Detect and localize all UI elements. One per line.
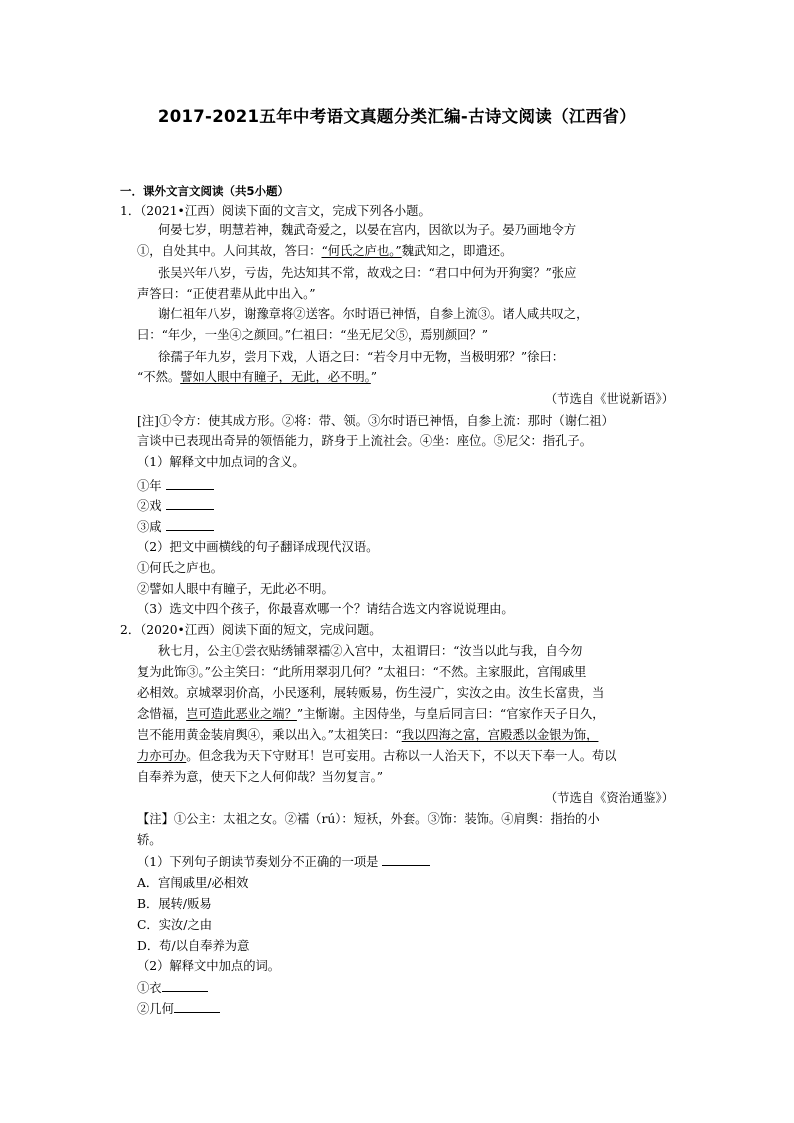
q1-underlined-sentence-2: 譬如人眼中有瞳子，无此，必不明。	[180, 370, 371, 384]
answer-blank[interactable]	[382, 853, 430, 866]
answer-blank[interactable]	[174, 1000, 220, 1013]
q2-sub2: （2）解释文中加点的词。	[137, 959, 281, 973]
answer-blank[interactable]	[166, 497, 214, 510]
q1-para1-text-end: 魏武知之，即遣还。	[401, 244, 513, 258]
q2-passage-line: 复为此饰③。”公主笑曰：“此所用翠羽几何？”太祖曰：“不然。主家服此，宫闱戚里	[137, 665, 587, 679]
answer-blank[interactable]	[166, 518, 214, 531]
q2-text: ”主惭谢。主因侍坐，与皇后同言曰：“官家作天子日久，	[296, 707, 605, 721]
q1-note-line1: [注]①令方：使其成方形。②将：带、领。③尔时语已神悟，自参上流：那时（谢仁祖）	[137, 414, 614, 428]
q1-sub3: （3）选文中四个孩子，你最喜欢哪一个？请结合选文内容说说理由。	[137, 602, 514, 616]
q2-passage-line: 自奉养为意，使天下之人何仰哉？当勿复言。”	[137, 770, 384, 784]
q2-sub2-item-label: ①衣	[137, 981, 162, 995]
q2-text: 念惜福，	[137, 707, 187, 721]
q1-para2-line1: 张吴兴年八岁，亏齿，先达知其不常，故戏之曰：“君口中何为开狗窦？”张应	[158, 266, 577, 280]
q1-para4-line1: 徐孺子年九岁，尝月下戏，人语之曰：“若令月中无物，当极明邪？”徐曰：	[158, 350, 565, 364]
q1-para3-line1: 谢仁祖年八岁，谢豫章将②送客。尔时语已神悟，自参上流③。诸人咸共叹之，	[158, 307, 589, 321]
q2-underlined-sentence-2: 我以四海之富，宫殿悉以金银为饰，	[401, 728, 599, 742]
q1-para1-line2	[137, 243, 512, 259]
q2-sub2-item	[137, 1000, 220, 1017]
q2-underlined-sentence-2-end: 力亦可办	[137, 749, 187, 763]
q2-note-line2: 轿。	[137, 833, 162, 847]
q1-sub1-item	[137, 518, 214, 535]
q1-sub1-item	[137, 477, 214, 494]
q2-text: 岂不能用黄金装肩舆④，乘以出入。”太祖笑曰：“	[137, 728, 402, 742]
q2-sub2-item-label: ②几何	[137, 1002, 174, 1016]
q1-para4-text: “不然。	[137, 370, 181, 384]
q1-underlined-sentence-1: “何氏之庐也。”	[321, 244, 402, 258]
q1-para1-line1: 何晏七岁，明慧若神，魏武奇爱之，以晏在宫内，因欲以为子。晏乃画地令方	[158, 223, 577, 237]
answer-blank[interactable]	[162, 979, 208, 992]
q2-passage-line	[137, 706, 605, 722]
q2-underlined-sentence-1: 岂可造此恶业之端？	[186, 707, 297, 721]
q2-passage-line	[137, 748, 617, 764]
q2-option[interactable]: A．宫闱戚里/必相效	[137, 876, 249, 890]
q2-passage-line: 秋七月，公主①尝衣贴绣铺翠襦②入宫中，太祖谓曰：“汝当以此与我，自今勿	[158, 644, 583, 658]
q1-sub1: （1）解释文中加点词的含义。	[137, 455, 305, 469]
q2-sub1	[137, 853, 430, 870]
q1-para1-text: ①，自处其中。人问其故，答曰：	[137, 244, 322, 258]
q1-sub1-item-label: ①年	[137, 479, 162, 493]
q1-para3-line2: 曰：“年少，一坐④之颜回。”仁祖曰：“坐无尼父⑤，焉别颜回？”	[137, 328, 489, 342]
q1-sub2-item: ②譬如人眼中有瞳子，无此必不明。	[137, 582, 334, 596]
q1-sub2: （2）把文中画横线的句子翻译成现代汉语。	[137, 540, 379, 554]
page-title: 2017-2021五年中考语文真题分类汇编-古诗文阅读（江西省）	[157, 107, 637, 126]
q2-header: 2．（2020•江西）阅读下面的短文，完成问题。	[120, 623, 382, 637]
q1-sub1-item-label: ②戏	[137, 499, 162, 513]
q1-note-line2: 言谈中已表现出奇异的领悟能力，跻身于上流社会。④坐：座位。⑤尼父：指孔子。	[137, 434, 592, 448]
section-heading: 一．课外文言文阅读（共5小题）	[120, 184, 289, 198]
q1-sub2-item: ①何氏之庐也。	[137, 561, 224, 575]
q2-passage-line: 必相效。京城翠羽价高，小民逐利，展转贩易，伤生浸广，实汝之由。汝生长富贵，当	[137, 686, 605, 700]
q2-option[interactable]: B．展转/贩易	[137, 897, 212, 911]
q1-para4-text-end: ”	[370, 370, 378, 384]
q2-note-line1: 【注】①公主：太祖之女。②襦（rú）：短袄，外套。③饰：装饰。④肩舆：指抬的小	[137, 812, 600, 826]
q1-para2-line2: 声答曰：“正使君辈从此中出入。”	[137, 287, 316, 301]
q1-sub1-item	[137, 497, 214, 514]
q2-passage-line	[137, 727, 598, 743]
q2-option[interactable]: C．实汝/之由	[137, 918, 213, 932]
answer-blank[interactable]	[166, 477, 214, 490]
q2-sub2-item	[137, 979, 208, 996]
q1-para4-line2	[137, 369, 377, 385]
q1-sub1-item-label: ③咸	[137, 520, 162, 534]
q1-source: （节选自《世说新语》）	[544, 392, 674, 406]
q2-source: （节选自《资治通鉴》）	[544, 791, 674, 805]
q2-option[interactable]: D．苟/以自奉养为意	[137, 939, 250, 953]
q2-text: 。但念我为天下守财耳！岂可妄用。古称以一人治天下，不以天下奉一人。苟以	[186, 749, 617, 763]
q1-header: 1．（2021•江西）阅读下面的文言文，完成下列各小题。	[120, 204, 431, 218]
q2-sub1-text: （1）下列句子朗读节奏划分不正确的一项是	[137, 855, 379, 869]
